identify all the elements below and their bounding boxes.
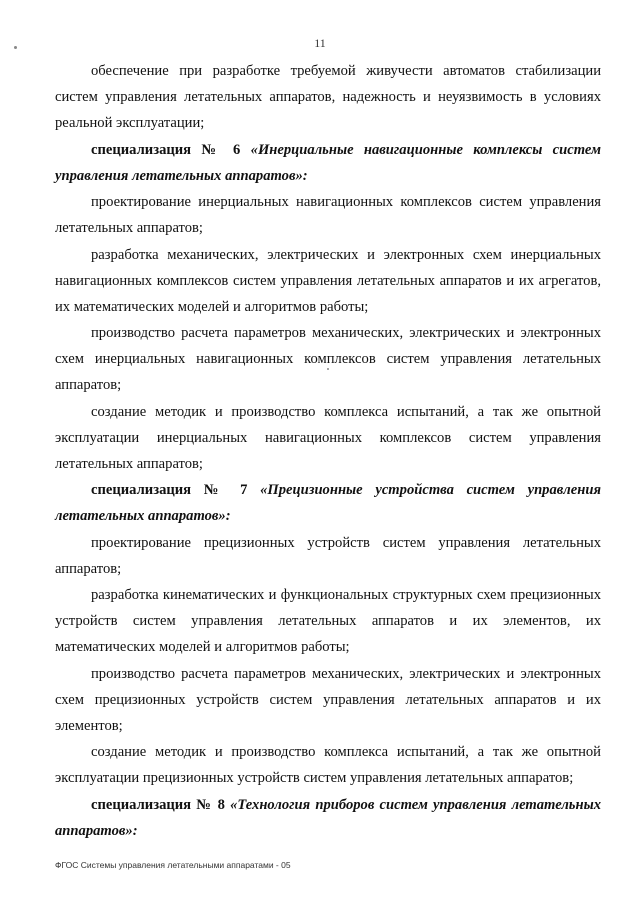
page-number: 11 [314, 36, 326, 50]
specialization-title: «Технология приборов систем управления летательных аппаратов»: [55, 796, 601, 839]
specialization-title: «Инерциальные навигационные комплексы систем управления летательных аппаратов»: [55, 141, 601, 184]
specialization-number: специализация № 8 [91, 796, 231, 813]
specialization-heading [55, 137, 601, 189]
body-paragraph: разработка механических, электрических и электронных схем инерциальных навигационных комплексов систем управления летательных аппаратов и их агрегатов, их математических моделей и алгоритмов работы; [55, 246, 601, 315]
specialization-title: «Прецизионные устройства систем управления летательных аппаратов»: [55, 482, 601, 524]
specialization-heading [55, 477, 601, 529]
body-paragraph: проектирование инерциальных навигационных комплексов систем управления летательных аппаратов; [55, 194, 601, 236]
body-paragraph: создание методик и производство комплекса испытаний, а так же опытной эксплуатации прецизионных устройств систем управления летательных аппаратов; [55, 744, 601, 786]
body-paragraph: проектирование прецизионных устройств систем управления летательных аппаратов; [55, 534, 601, 577]
body-paragraph: производство расчета параметров механических, электрических и электронных схем прецизионных устройств систем управления летательных аппаратов и их элементов; [55, 665, 601, 734]
body-paragraph: создание методик и производство комплекса испытаний, а так же опытной эксплуатации инерциальных навигационных комплексов систем управления летательных аппаратов; [55, 403, 601, 472]
specialization-number: специализация № 7 [91, 482, 261, 498]
body-paragraph: производство расчета параметров механических, электрических и электронных схем инерциальных навигационных комплексов систем управления летательных аппаратов; [55, 325, 601, 393]
page-footer: ФГОС Системы управления летательными аппаратами - 05 [55, 860, 291, 870]
body-paragraph: обеспечение при разработке требуемой живучести автоматов стабилизации систем управления летательных аппаратов, надежность и неуязвимость в условиях реальной эксплуатации; [55, 63, 601, 131]
specialization-heading [55, 792, 601, 844]
document-body [55, 58, 601, 844]
body-paragraph: разработка кинематических и функциональных структурных схем прецизионных устройств систем управления летательных аппаратов и их элементов, их математических моделей и алгоритмов работы; [55, 587, 601, 655]
specialization-number: специализация № 6 [91, 141, 251, 158]
